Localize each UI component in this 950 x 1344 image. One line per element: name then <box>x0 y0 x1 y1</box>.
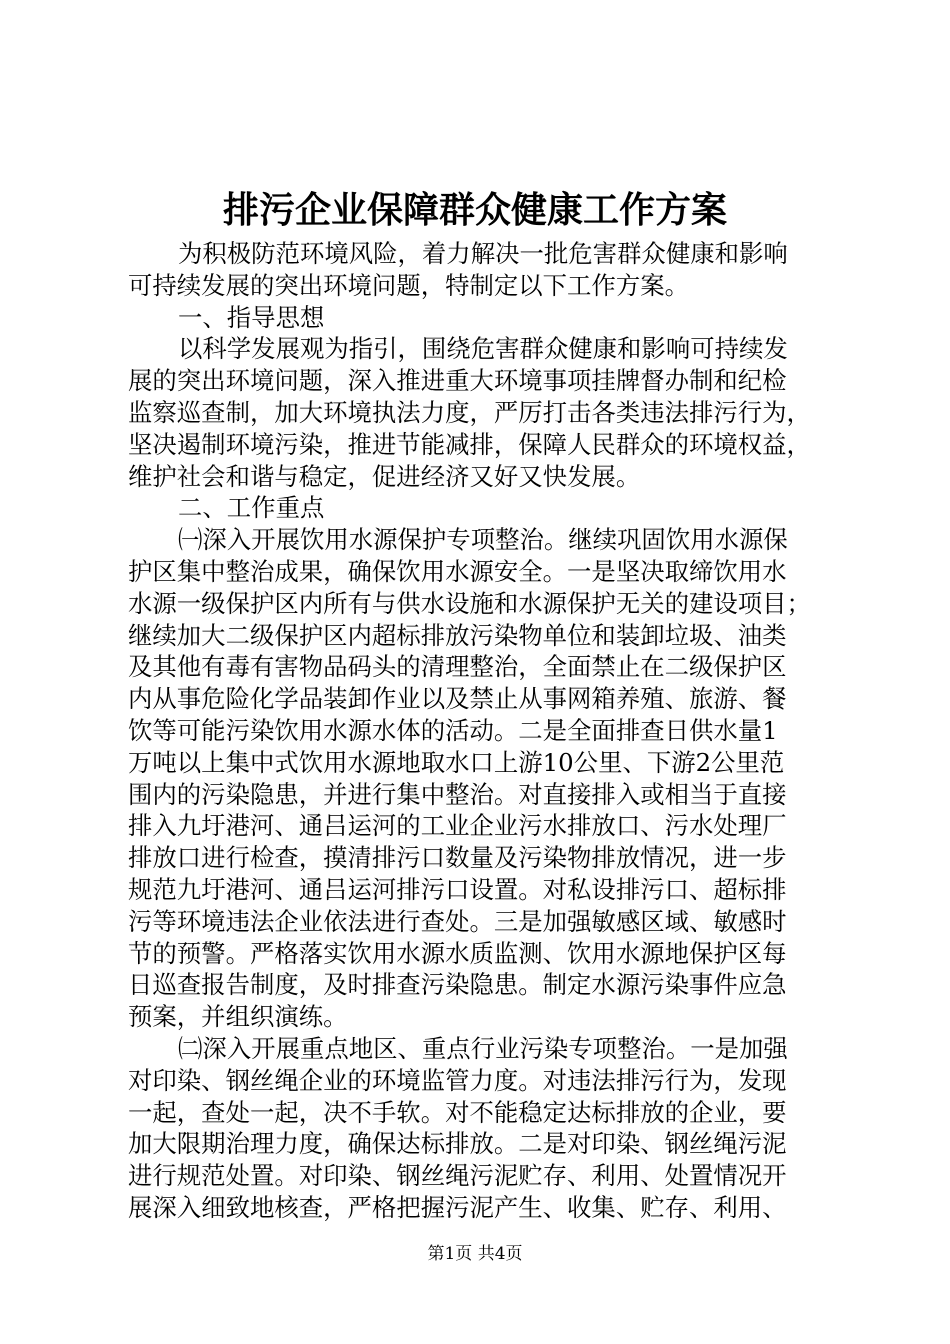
body-line: 及其他有毒有害物品码头的清理整治，全面禁止在二级保护区 <box>128 652 787 682</box>
body-line: 预案，并组织演练。 <box>128 1002 348 1032</box>
body-line: 水源一级保护区内所有与供水设施和水源保护无关的建设项目； <box>128 588 811 618</box>
section-heading: 一、指导思想 <box>178 302 325 332</box>
body-line: 污等环境违法企业依法进行查处。三是加强敏感区域、敏感时 <box>128 906 787 936</box>
body-line: 节的预警。严格落实饮用水源水质监测、饮用水源地保护区每 <box>128 938 787 968</box>
body-line: 维护社会和谐与稳定，促进经济又好又快发展。 <box>128 461 641 491</box>
body-line: ㈠深入开展饮用水源保护专项整治。继续巩固饮用水源保 <box>178 525 788 555</box>
body-line: 排入九圩港河、通吕运河的工业企业污水排放口、污水处理厂 <box>128 811 787 841</box>
body-line: 排放口进行检查，摸清排污口数量及污染物排放情况，进一步 <box>128 843 787 873</box>
page-number-footer: 第1页 共4页 <box>427 1244 523 1264</box>
body-line: 万吨以上集中式饮用水源地取水口上游10公里、下游2公里范 <box>128 747 785 777</box>
body-line: 一起，查处一起，决不手软。对不能稳定达标排放的企业，要 <box>128 1097 787 1127</box>
body-line: 内从事危险化学品装卸作业以及禁止从事网箱养殖、旅游、餐 <box>128 684 787 714</box>
body-line: ㈡深入开展重点地区、重点行业污染专项整治。一是加强 <box>178 1033 788 1063</box>
body-line: 继续加大二级保护区内超标排放污染物单位和装卸垃圾、油类 <box>128 620 787 650</box>
body-line: 饮等可能污染饮用水源水体的活动。二是全面排查日供水量1 <box>128 715 778 745</box>
body-line: 可持续发展的突出环境问题，特制定以下工作方案。 <box>128 270 689 300</box>
section-heading: 二、工作重点 <box>178 493 325 523</box>
document-title: 排污企业保障群众健康工作方案 <box>222 189 727 231</box>
body-line: 展的突出环境问题，深入推进重大环境事项挂牌督办制和纪检 <box>128 366 787 396</box>
document-body <box>128 238 828 1224</box>
body-line: 围内的污染隐患，并进行集中整治。对直接排入或相当于直接 <box>128 779 787 809</box>
body-line: 监察巡查制，加大环境执法力度，严厉打击各类违法排污行为， <box>128 397 811 427</box>
body-line: 加大限期治理力度，确保达标排放。二是对印染、钢丝绳污泥 <box>128 1129 787 1159</box>
body-line: 坚决遏制环境污染，推进节能减排，保障人民群众的环境权益， <box>128 429 811 459</box>
body-line: 为积极防范环境风险，着力解决一批危害群众健康和影响 <box>178 239 788 268</box>
body-line: 对印染、钢丝绳企业的环境监管力度。对违法排污行为，发现 <box>128 1065 787 1095</box>
body-line: 护区集中整治成果，确保饮用水源安全。一是坚决取缔饮用水 <box>128 556 787 586</box>
body-line: 进行规范处置。对印染、钢丝绳污泥贮存、利用、处置情况开 <box>128 1161 787 1191</box>
body-line: 以科学发展观为指引，围绕危害群众健康和影响可持续发 <box>178 334 788 364</box>
body-line: 日巡查报告制度，及时排查污染隐患。制定水源污染事件应急 <box>128 970 787 1000</box>
body-line: 规范九圩港河、通吕运河排污口设置。对私设排污口、超标排 <box>128 874 787 904</box>
body-line: 展深入细致地核查，严格把握污泥产生、收集、贮存、利用、 <box>128 1192 787 1222</box>
